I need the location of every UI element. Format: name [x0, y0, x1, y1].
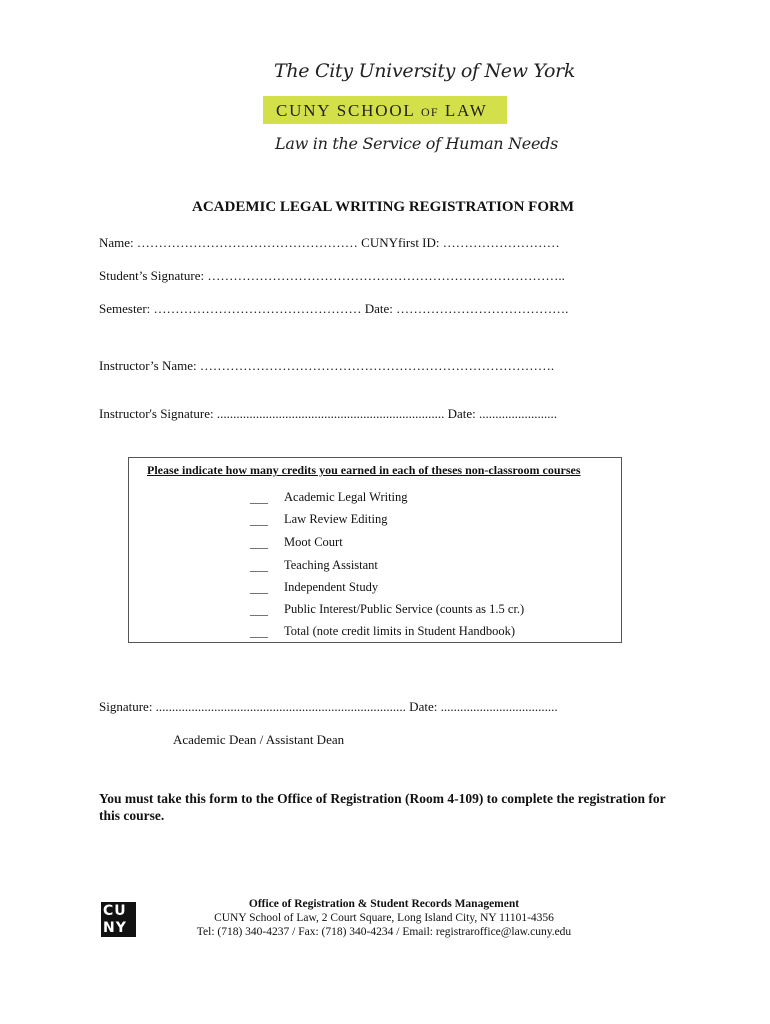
credit-item-label: Independent Study [284, 580, 379, 594]
credit-blank[interactable]: ___ [250, 581, 268, 595]
university-name: The City University of New York [274, 60, 576, 82]
instructor-signature-field[interactable]: Instructor's Signature: ...................................................................... Date: ........................ [99, 406, 558, 421]
credit-blank[interactable]: ___ [250, 513, 268, 527]
credit-item-label: Academic Legal Writing [284, 490, 408, 504]
footer-office: Office of Registration & Student Records Management [248, 898, 520, 910]
student-signature-field[interactable]: Student’s Signature: ……………………………………………………………………….. [99, 268, 565, 283]
credit-blank[interactable]: ___ [250, 625, 268, 639]
credit-item-label: Total (note credit limits in Student Handbook) [284, 624, 516, 638]
credit-item-label: Law Review Editing [284, 512, 388, 526]
cuny-logo [101, 902, 136, 937]
credit-item-label: Teaching Assistant [284, 558, 378, 572]
school-name-of: OF [421, 105, 439, 119]
credit-blank[interactable]: ___ [250, 536, 268, 550]
registration-notice: You must take this form to the Office of Registration (Room 4-109) to complete the registration for this course. [99, 791, 666, 823]
semester-date-field[interactable]: Semester: ………………………………………… Date: …………………………………. [99, 301, 569, 316]
footer-address: CUNY School of Law, 2 Court Square, Long Island City, NY 11101-4356 [214, 912, 554, 924]
credit-blank[interactable]: ___ [250, 559, 268, 573]
form-title: ACADEMIC LEGAL WRITING REGISTRATION FORM [192, 199, 574, 215]
cuny-logo-top: CU [103, 903, 127, 919]
dean-signature-field[interactable]: Signature: ............................................................................. Date: .................................... [99, 699, 558, 714]
school-name-main: CUNY SCHOOL [276, 101, 415, 120]
name-id-field[interactable]: Name: …………………………………………… CUNYfirst ID: ……………………… [99, 235, 560, 250]
credit-item-label: Public Interest/Public Service (counts as 1.5 cr.) [284, 602, 525, 616]
school-motto: Law in the Service of Human Needs [275, 134, 558, 153]
school-name-law: LAW [444, 101, 488, 120]
school-name [276, 101, 488, 121]
credit-item-label: Moot Court [284, 535, 343, 549]
cuny-logo-bottom: NY [103, 920, 127, 936]
credit-blank[interactable]: ___ [250, 491, 268, 505]
credits-heading: Please indicate how many credits you earned in each of theses non-classroom courses [147, 463, 581, 477]
instructor-name-field[interactable]: Instructor’s Name: ………………………………………………………………………. [99, 358, 555, 373]
credit-blank[interactable]: ___ [250, 603, 268, 617]
dean-label: Academic Dean / Assistant Dean [173, 732, 345, 747]
footer-contact[interactable]: Tel: (718) 340-4237 / Fax: (718) 340-4234 / Email: registraroffice@law.cuny.edu [196, 926, 572, 938]
